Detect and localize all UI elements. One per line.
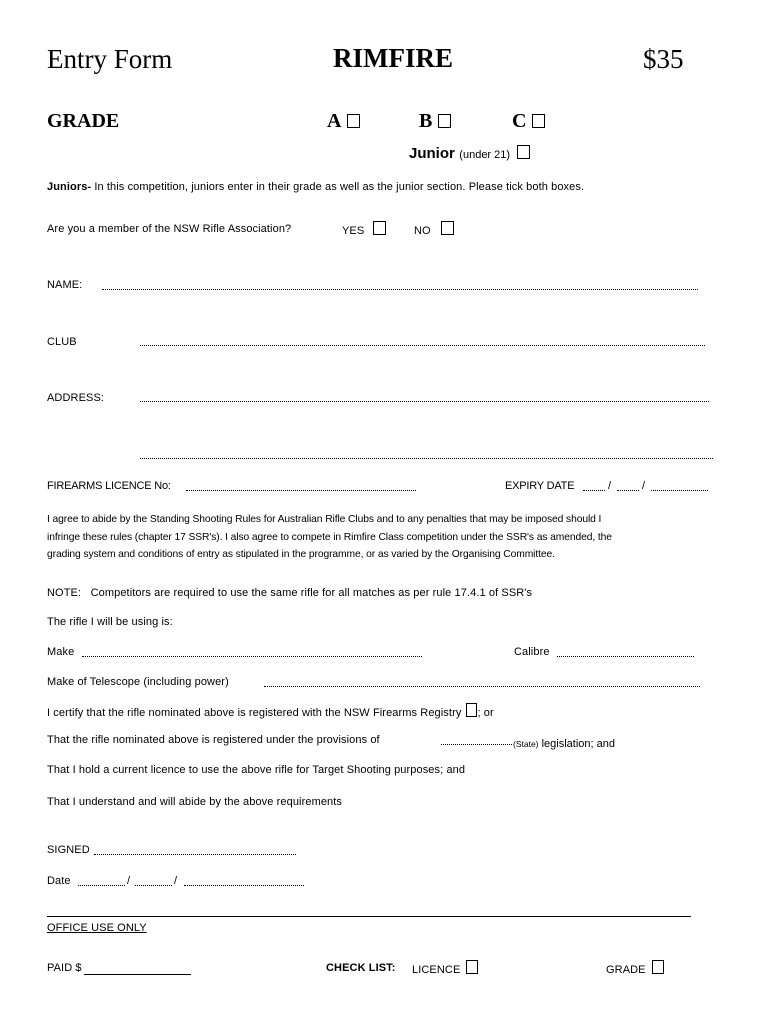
grade-b-option[interactable] [419,110,451,133]
certify-provisions-end [513,734,615,752]
address-field-line2[interactable] [140,458,713,459]
certify-provisions-line [47,734,380,746]
licence-check-checkbox[interactable] [466,960,478,974]
expiry-day-field[interactable] [583,490,605,491]
certify-registry-line [47,703,494,719]
junior-note: (under 21) [459,149,511,161]
junior-option[interactable] [409,145,530,163]
certify-registry-end: ; or [477,707,494,719]
date-label: Date [47,875,71,887]
expiry-date-label: EXPIRY DATE [505,480,575,492]
paid-label: PAID $ [47,962,82,974]
name-field[interactable] [102,289,698,290]
make-label: Make [47,646,75,658]
check-list-label: CHECK LIST: [326,962,396,974]
signature-field[interactable] [94,854,296,855]
name-label: NAME: [47,279,83,291]
club-field[interactable] [140,345,705,346]
certify-licence-line: That I hold a current licence to use the above rifle for Target Shooting purposes; and [47,764,466,776]
address-field-line1[interactable] [140,401,709,402]
grade-check-label: GRADE [606,964,646,976]
calibre-field[interactable] [557,656,694,657]
grade-a-label: A [327,110,342,132]
agreement-line: I agree to abide by the Standing Shooting Rules for Australian Rifle Clubs and to any penalties that may be imposed should I [47,514,602,525]
licence-check-option[interactable] [412,960,478,976]
agreement-line: infringe these rules (chapter 17 SSR's). I also agree to compete in Rimfire Class competition under the SSR's as amended, the [47,531,612,543]
calibre-label: Calibre [514,646,550,658]
membership-yes-option[interactable] [342,221,386,237]
date-day-field[interactable] [78,885,125,886]
membership-no-checkbox[interactable] [441,221,454,235]
grade-c-checkbox[interactable] [532,114,545,128]
make-field[interactable] [82,656,422,657]
telescope-label: Make of Telescope (including power) [47,676,229,688]
rifle-note: NOTE: Competitors are required to use the same rifle for all matches as per rule 17.4.1 of SSR's [47,587,533,599]
grade-label: GRADE [47,110,120,132]
membership-no-label: NO [414,225,431,237]
membership-yes-checkbox[interactable] [373,221,386,235]
expiry-slash-1: / [608,480,612,492]
club-label: CLUB [47,336,77,348]
state-label: (State) [513,739,539,749]
paid-field[interactable] [84,974,191,975]
rifle-intro: The rifle I will be using is: [47,616,173,628]
grade-check-option[interactable] [606,960,664,976]
expiry-slash-2: / [642,480,646,492]
telescope-field[interactable] [264,686,700,687]
competition-title: RIMFIRE [333,43,453,73]
juniors-note [47,181,584,193]
firearms-licence-label: FIREARMS LICENCE No: [47,480,171,492]
licence-check-label: LICENCE [412,964,461,976]
certify-registry-text: I certify that the rifle nominated above is registered with the NSW Firearms Registry [47,707,462,719]
date-slash-2: / [174,875,178,887]
membership-yes-label: YES [342,225,365,237]
address-label: ADDRESS: [47,392,105,404]
grade-c-option[interactable] [512,110,545,133]
grade-b-checkbox[interactable] [438,114,451,128]
firearms-licence-field[interactable] [186,490,416,491]
office-divider [47,916,691,917]
date-month-field[interactable] [135,885,172,886]
junior-label: Junior [409,145,455,162]
certify-provisions-text: That the rifle nominated above is registered under the provisions of [47,734,380,746]
agreement-paragraph [47,511,612,564]
date-slash-1: / [127,875,131,887]
date-year-field[interactable] [184,885,304,886]
juniors-note-text: In this competition, juniors enter in their grade as well as the junior section. Please tick both boxes. [91,181,585,193]
grade-check-checkbox[interactable] [652,960,664,974]
membership-no-option[interactable] [414,221,454,237]
expiry-year-field[interactable] [651,490,708,491]
registry-checkbox[interactable] [466,703,477,717]
membership-question: Are you a member of the NSW Rifle Association? [47,223,292,235]
signed-label: SIGNED [47,844,90,856]
grade-a-checkbox[interactable] [347,114,360,128]
form-title: Entry Form [47,44,173,74]
grade-b-label: B [419,110,433,132]
junior-checkbox[interactable] [517,145,530,159]
agreement-line: grading system and conditions of entry as stipulated in the programme, or as varied by the Organising Committee. [47,549,555,560]
certify-understand-line: That I understand and will abide by the above requirements [47,796,343,808]
grade-c-label: C [512,110,527,132]
entry-price: $35 [643,44,684,74]
state-field[interactable] [441,744,512,745]
grade-a-option[interactable] [327,110,360,133]
office-use-heading: OFFICE USE ONLY [47,922,147,934]
expiry-month-field[interactable] [617,490,639,491]
juniors-note-bold: Juniors- [47,181,92,193]
legislation-text: legislation; and [538,738,615,750]
